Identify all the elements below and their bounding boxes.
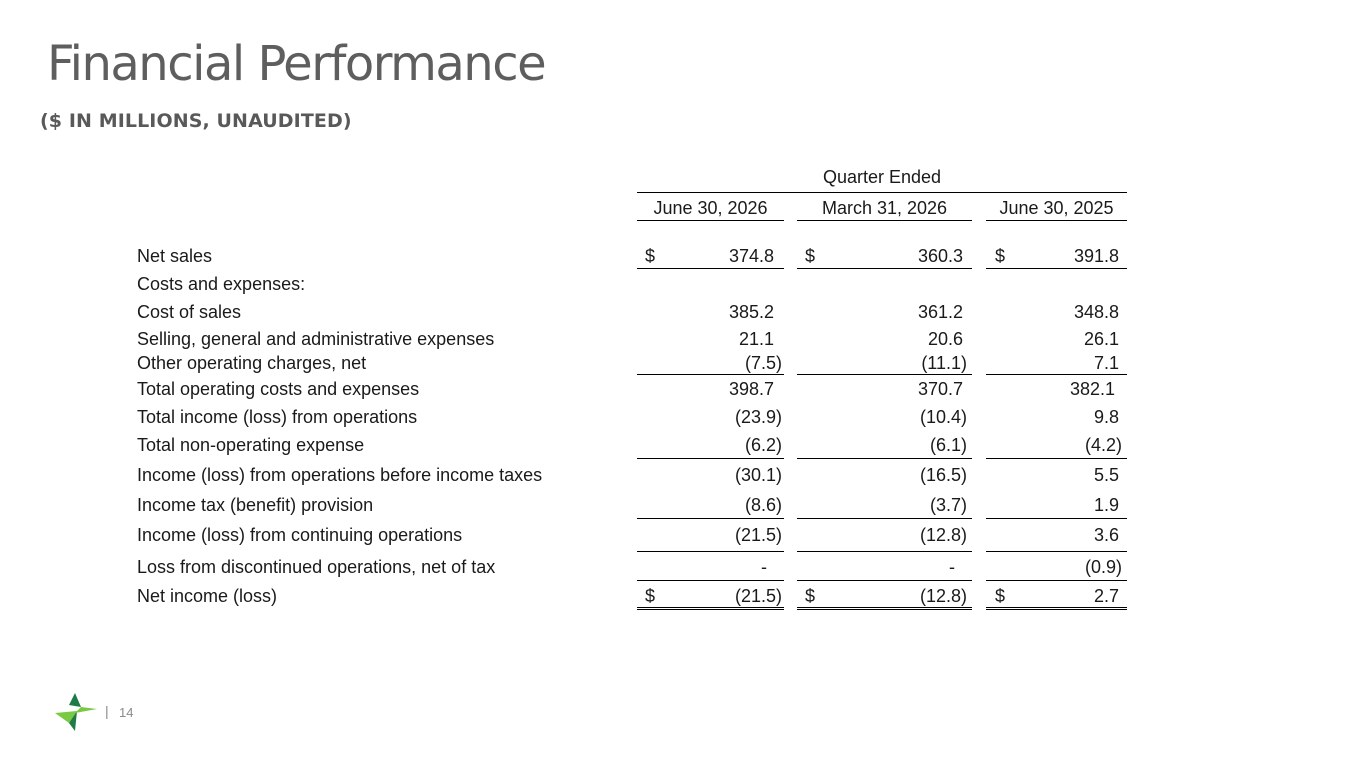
row-rule <box>986 458 1127 459</box>
table-cell: 9.8 <box>1093 407 1119 427</box>
table-cell: (0.9) <box>1084 557 1122 577</box>
table-cell: (3.7) <box>929 495 967 515</box>
table-cell: 1.9 <box>1093 495 1119 515</box>
footer-separator: | <box>105 703 109 719</box>
table-cell: 391.8 <box>1073 246 1119 266</box>
row-label: Total non-operating expense <box>137 435 365 455</box>
currency-symbol: $ <box>995 586 1006 606</box>
total-double-rule <box>797 607 972 610</box>
row-rule <box>797 458 972 459</box>
row-label: Cost of sales <box>137 302 242 322</box>
column-rule <box>797 220 972 221</box>
table-cell: 5.5 <box>1093 465 1119 485</box>
row-rule <box>797 518 972 519</box>
table-cell: (7.5) <box>744 353 782 373</box>
column-header: June 30, 2026 <box>653 198 768 218</box>
table-cell: - <box>949 557 955 577</box>
group-header: Quarter Ended <box>822 167 942 187</box>
row-rule <box>797 374 972 375</box>
table-cell: 2.7 <box>1093 586 1119 606</box>
table-cell: 360.3 <box>917 246 963 266</box>
row-rule <box>637 518 784 519</box>
company-logo-icon <box>55 693 97 731</box>
table-cell: (16.5) <box>919 465 967 485</box>
table-cell: - <box>761 557 767 577</box>
table-cell: 385.2 <box>728 302 774 322</box>
row-label: Other operating charges, net <box>137 353 367 373</box>
table-cell: (8.6) <box>744 495 782 515</box>
row-label: Selling, general and administrative expenses <box>137 329 495 349</box>
currency-symbol: $ <box>995 246 1006 266</box>
table-cell: (12.8) <box>919 586 967 606</box>
table-cell: 348.8 <box>1073 302 1119 322</box>
table-cell: (21.5) <box>734 586 782 606</box>
row-rule <box>637 551 784 552</box>
row-rule <box>986 374 1127 375</box>
row-label: Costs and expenses: <box>137 274 306 294</box>
row-rule <box>637 458 784 459</box>
table-cell: 374.8 <box>728 246 774 266</box>
row-label: Total income (loss) from operations <box>137 407 418 427</box>
table-cell: (6.2) <box>744 435 782 455</box>
row-rule <box>797 551 972 552</box>
row-rule <box>986 268 1127 269</box>
table-cell: (10.4) <box>919 407 967 427</box>
row-rule <box>797 580 972 581</box>
column-header: March 31, 2026 <box>821 198 948 218</box>
table-cell: 3.6 <box>1093 525 1119 545</box>
currency-symbol: $ <box>805 586 816 606</box>
row-label: Net income (loss) <box>137 586 278 606</box>
row-rule <box>637 268 784 269</box>
column-rule <box>986 220 1127 221</box>
table-cell: (30.1) <box>734 465 782 485</box>
row-rule <box>637 374 784 375</box>
currency-symbol: $ <box>645 246 656 266</box>
table-cell: 26.1 <box>1083 329 1119 349</box>
table-cell: (11.1) <box>921 353 967 373</box>
page-number: 14 <box>119 705 134 720</box>
total-double-rule <box>637 607 784 610</box>
currency-symbol: $ <box>805 246 816 266</box>
table-cell: 361.2 <box>917 302 963 322</box>
column-rule <box>637 220 784 221</box>
table-cell: 20.6 <box>927 329 963 349</box>
header-rule <box>637 192 1127 193</box>
table-cell: 21.1 <box>738 329 774 349</box>
currency-symbol: $ <box>645 586 656 606</box>
table-cell: (12.8) <box>919 525 967 545</box>
row-label: Loss from discontinued operations, net of tax <box>137 557 496 577</box>
row-rule <box>986 518 1127 519</box>
row-rule <box>637 580 784 581</box>
table-cell: 7.1 <box>1093 353 1119 373</box>
table-cell: (4.2) <box>1084 435 1122 455</box>
row-rule <box>986 551 1127 552</box>
row-label: Income tax (benefit) provision <box>137 495 374 515</box>
table-cell: 382.1 <box>1069 379 1115 399</box>
page-title: Financial Performance <box>47 36 546 92</box>
row-label: Income (loss) from continuing operations <box>137 525 463 545</box>
table-cell: (6.1) <box>929 435 967 455</box>
total-double-rule <box>986 607 1127 610</box>
row-label: Income (loss) from operations before income taxes <box>137 465 543 485</box>
table-cell: (21.5) <box>734 525 782 545</box>
table-cell: 398.7 <box>728 379 774 399</box>
row-label: Total operating costs and expenses <box>137 379 420 399</box>
table-cell: (23.9) <box>734 407 782 427</box>
row-rule <box>986 580 1127 581</box>
table-cell: 370.7 <box>917 379 963 399</box>
page-subtitle: ($ IN MILLIONS, UNAUDITED) <box>40 110 352 132</box>
row-label: Net sales <box>137 246 213 266</box>
row-rule <box>797 268 972 269</box>
column-header: June 30, 2025 <box>999 198 1114 218</box>
